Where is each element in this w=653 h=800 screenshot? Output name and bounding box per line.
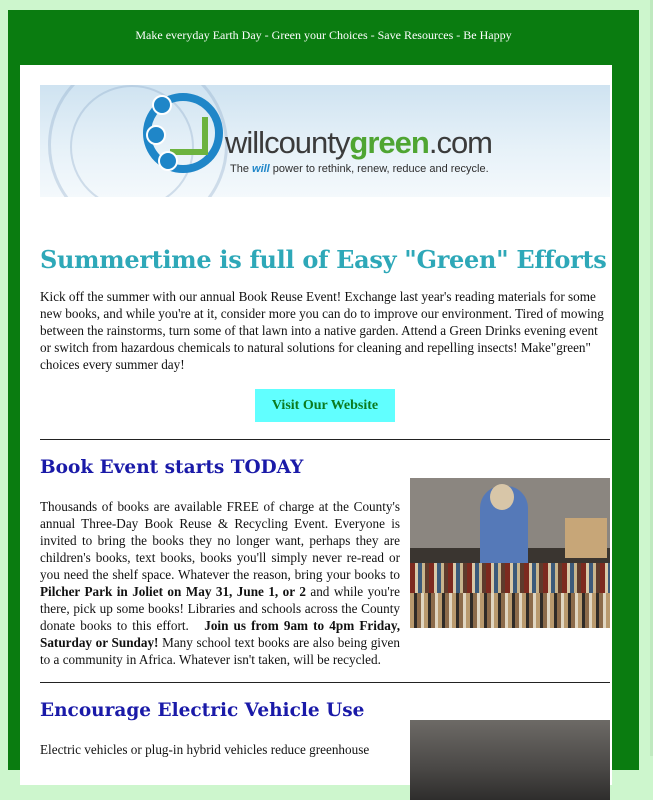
book-event-paragraph [40, 498, 400, 668]
book-event-hours: Join us from 9am to 4pm Friday, Saturday or Sunday! [40, 618, 400, 650]
logo-text-county: county [264, 125, 350, 160]
book-event-photo [410, 478, 610, 628]
electric-vehicle-paragraph: Electric vehicles or plug-in hybrid vehicles reduce greenhouse [40, 742, 370, 757]
logo-text-green: green [349, 125, 429, 160]
article-title-book-event: Book Event starts TODAY [40, 457, 304, 478]
logo-green-bracket-icon [170, 117, 208, 155]
logo-text-will: will [225, 125, 265, 160]
logo-text [225, 125, 492, 161]
intro-paragraph: Kick off the summer with our annual Book Reuse Event! Exchange last year's reading materials for some new books, and while you're at it, consider more you can do to improve our environment. Tired of mowing between the rainstorms, turn some of that lawn into a native garden. Attend a Green Drinks evening event or switch from hazardous chemicals to natural solutions for cleaning and repelling insects! Make"green" choices every summer day! [40, 289, 604, 372]
newsletter-frame [8, 10, 639, 770]
book-event-text-2: and while you're there, pick up some books! Libraries and schools across the County donate books to this effort. [40, 584, 400, 633]
wind-turbine-icon [152, 95, 172, 115]
slogan-prefix: The [230, 163, 253, 175]
slogan-suffix: power to rethink, renew, reduce and recycle. [269, 163, 489, 175]
electric-vehicle-photo [410, 720, 610, 800]
visit-website-button[interactable]: Visit Our Website [255, 389, 395, 422]
newsletter-content [20, 65, 612, 785]
book-event-text: Thousands of books are available FREE of charge at the County's annual Three-Day Book Reuse & Recycling Event. Everyone is invited to bring the books they no longer want, perhaps they are children's books, text books, books you'll simply never re-read or you need the shelf space. Whatever the reason, bring your books to [40, 499, 400, 582]
water-drop-icon [146, 125, 166, 145]
article-title-electric-vehicle: Encourage Electric Vehicle Use [40, 700, 365, 721]
photo-crate [565, 518, 607, 558]
logo-slogan [230, 163, 489, 175]
slogan-will: will [252, 163, 270, 175]
photo-person-head [490, 484, 514, 510]
main-headline: Summertime is full of Easy "Green" Efforts [40, 245, 607, 274]
book-event-location: Pilcher Park in Joliet on May 31, June 1, or 2 [40, 584, 306, 599]
logo-text-com: .com [428, 125, 493, 160]
book-event-text-3: Many school text books are also being given to a community in Africa. Whatever isn't taken, will be recycled. [40, 635, 401, 667]
section-divider [40, 439, 610, 440]
section-divider-2 [40, 682, 610, 683]
sun-icon [158, 151, 178, 171]
header-tagline: Make everyday Earth Day - Green your Choices - Save Resources - Be Happy [135, 28, 512, 42]
photo-book-row [410, 593, 610, 628]
willcountygreen-banner[interactable] [40, 85, 610, 197]
